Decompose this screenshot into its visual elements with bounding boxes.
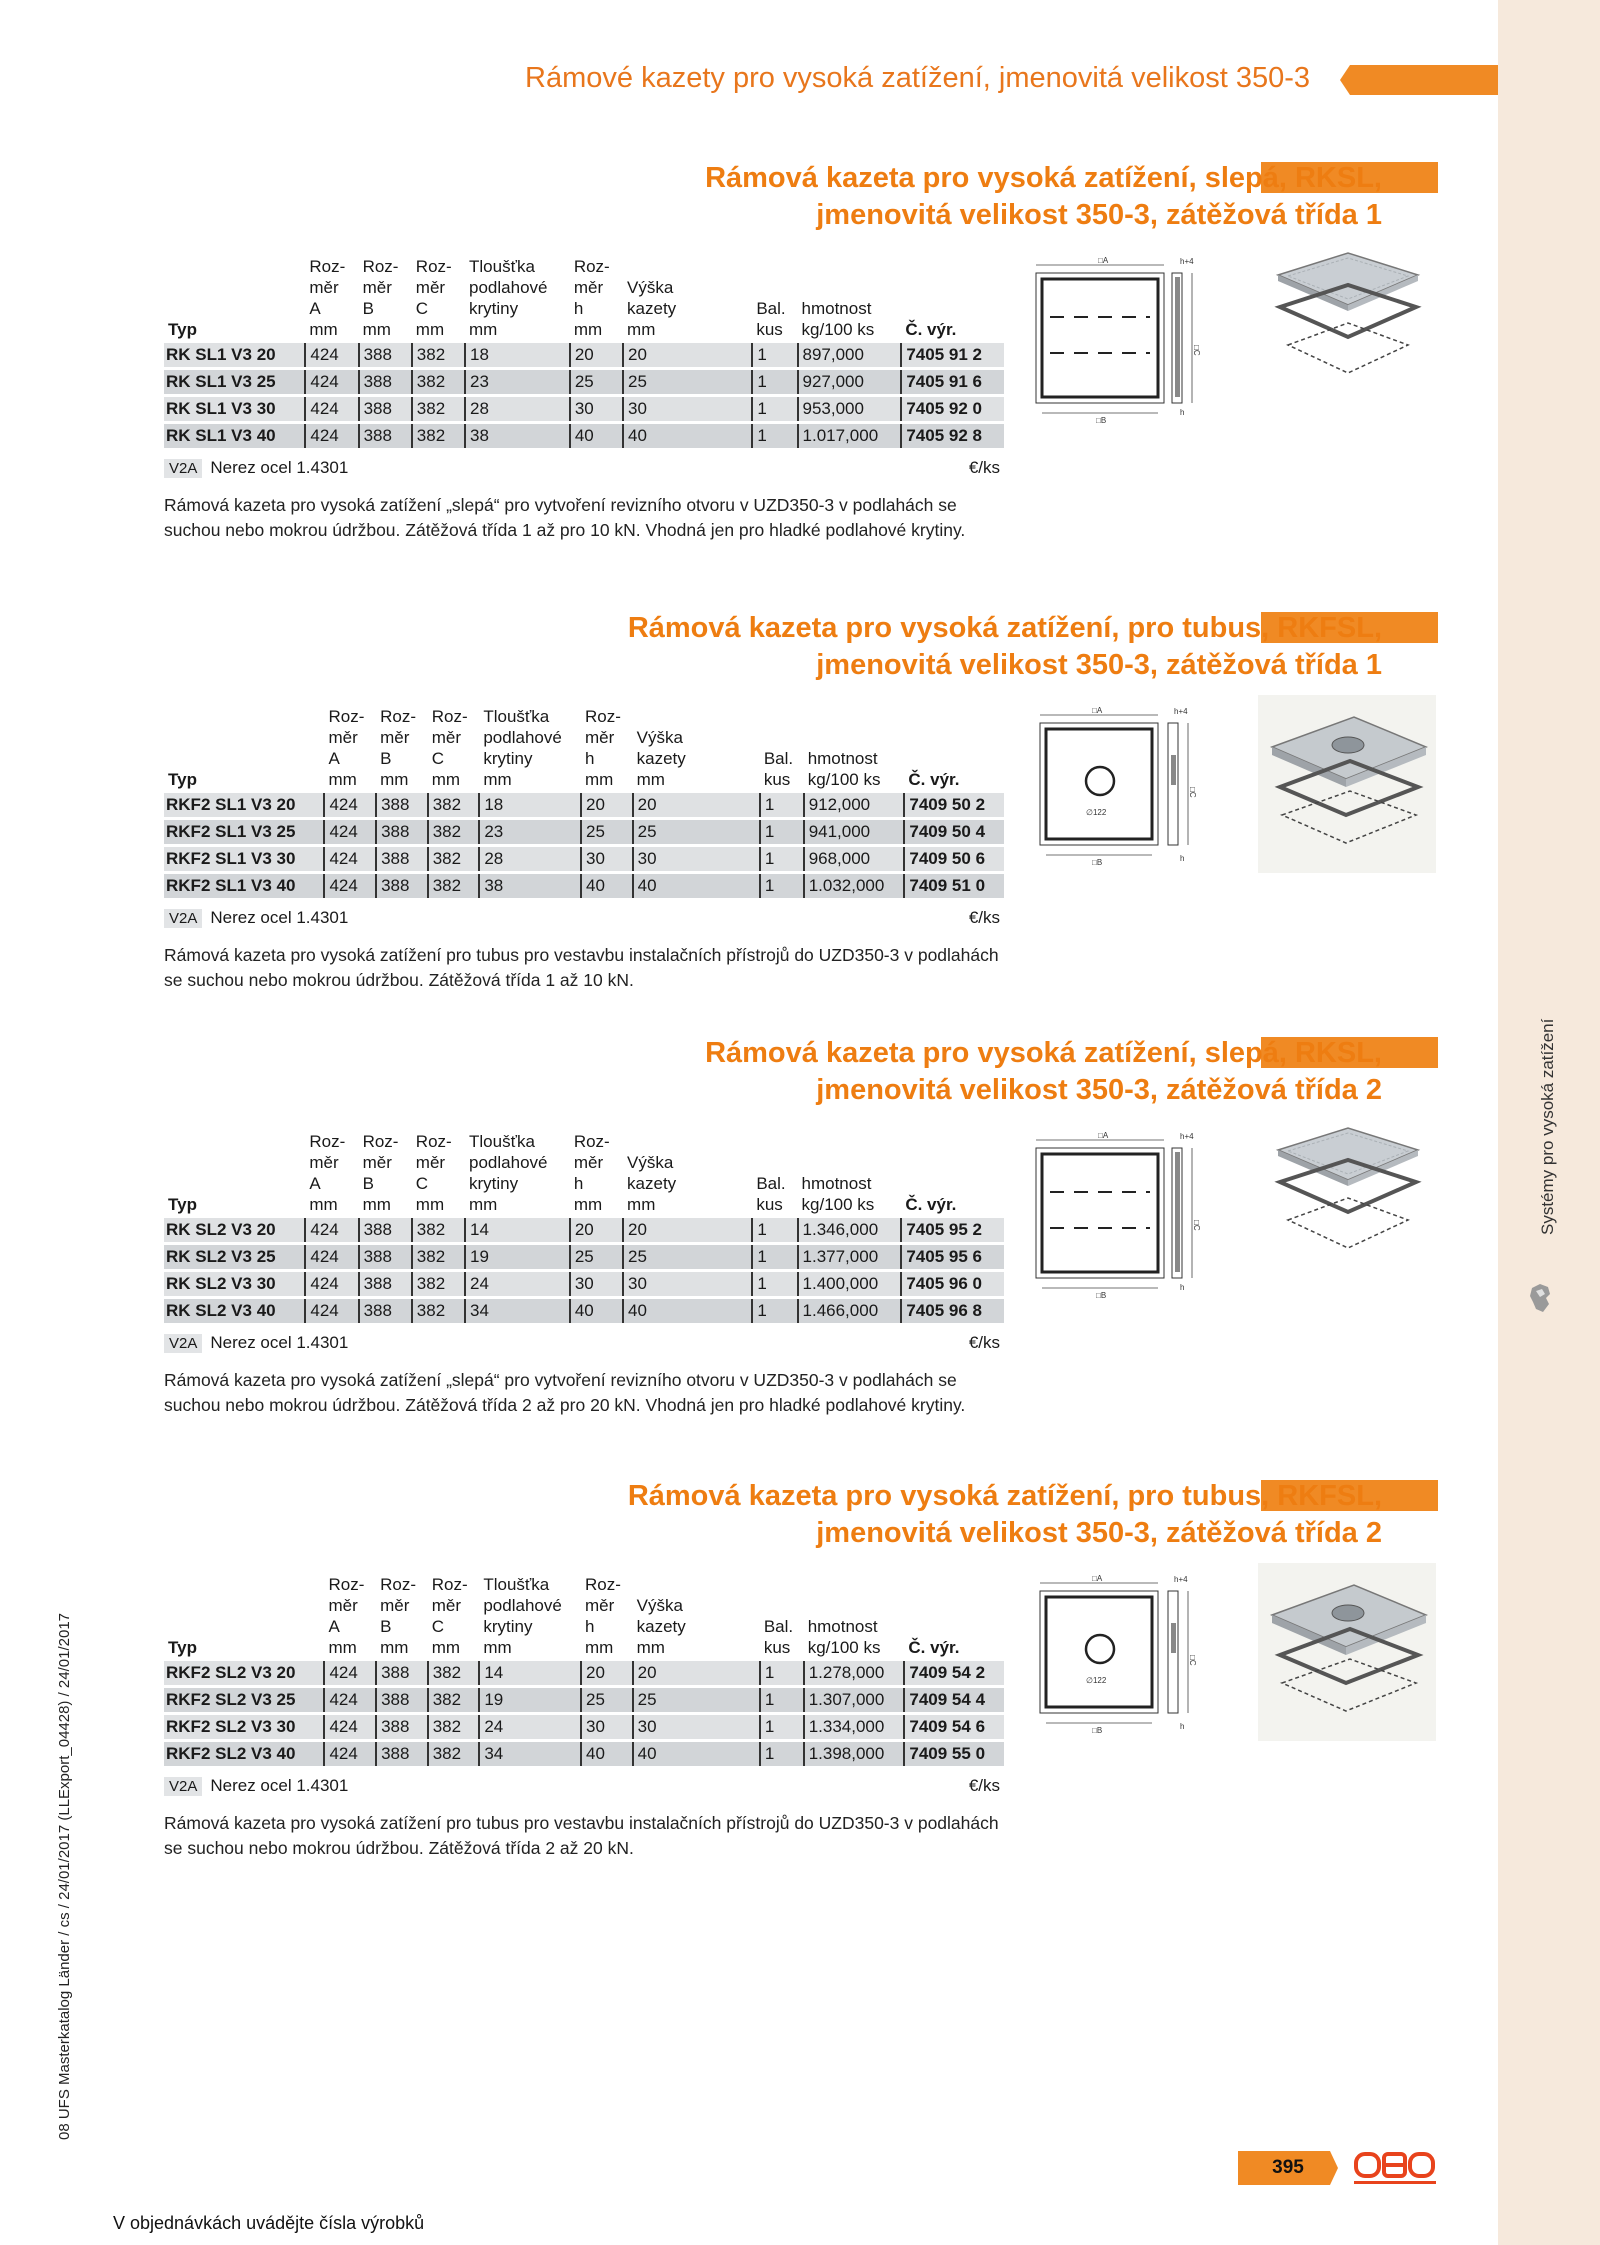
col-weight: hmotnost kg/100 ks <box>801 1174 875 1214</box>
technical-drawing <box>1030 1130 1210 1300</box>
col-bal: Bal. kus <box>763 749 794 789</box>
table-row: RK SL1 V3 25 424 388 382 23 25 25 1 927,000 7405 91 6 <box>164 369 1004 396</box>
product-description: Rámová kazeta pro vysoká zatížení pro tubus pro vestavbu instalačních přístrojů do UZD350-3 v podlahách se suchou nebo mokrou údržbou. Zátěžová třída 1 až 10 kN. <box>164 945 999 990</box>
svg-text:□A: □A <box>1092 706 1103 715</box>
section-title: Rámová kazeta pro vysoká zatížení, slepá, RKSL, jmenovitá velikost 350-3, zátěžová třída 2 <box>705 1037 1382 1106</box>
col-weight: hmotnost kg/100 ks <box>807 1617 881 1657</box>
catalog-code: 08 UFS Masterkatalog Länder / cs / 24/01/2017 (LLExport_04428) / 24/01/2017 <box>56 1612 73 2140</box>
technical-drawing <box>1030 705 1210 875</box>
col-b: Roz- měr B mm <box>380 707 416 789</box>
table-row: RKF2 SL1 V3 30 424 388 382 28 30 30 1 968,000 7409 50 6 <box>164 846 1004 873</box>
spec-table <box>164 255 1004 448</box>
col-thickness: Tloušťka podlahové krytiny mm <box>483 1575 562 1657</box>
table-row: RK SL2 V3 30 424 388 382 24 30 30 1 1.400,000 7405 96 0 <box>164 1271 1004 1298</box>
spec-table <box>164 1130 1004 1323</box>
col-c: Roz- měr C mm <box>431 1575 468 1657</box>
svg-text:∅122: ∅122 <box>1086 1676 1107 1685</box>
material-code-badge: V2A <box>164 1334 202 1353</box>
svg-text:h+4: h+4 <box>1180 1132 1194 1141</box>
svg-text:h+4: h+4 <box>1174 1575 1188 1584</box>
page-header: Rámové kazety pro vysoká zatížení, jmenovitá velikost 350-3 <box>525 62 1310 94</box>
col-a: Roz- měr A mm <box>328 707 365 789</box>
col-b: Roz- měr B mm <box>362 257 399 339</box>
price-unit: €/ks <box>968 908 1000 927</box>
col-article: Č. výr. <box>905 1195 957 1214</box>
col-weight: hmotnost kg/100 ks <box>801 299 875 339</box>
page-number: 395 <box>1272 2157 1304 2178</box>
svg-text:∅122: ∅122 <box>1086 808 1107 817</box>
col-thickness: Tloušťka podlahové krytiny mm <box>483 707 562 789</box>
table-row: RKF2 SL2 V3 20 424 388 382 14 20 20 1 1.278,000 7409 54 2 <box>164 1660 1004 1687</box>
material-code-badge: V2A <box>164 909 202 928</box>
svg-text:□C: □C <box>1192 345 1201 356</box>
material-code-badge: V2A <box>164 459 202 478</box>
technical-drawing <box>1030 255 1210 425</box>
col-height: Výška kazety mm <box>627 278 677 339</box>
section-title: Rámová kazeta pro vysoká zatížení, pro tubus, RKFSL, jmenovitá velikost 350-3, zátěžová třída 2 <box>627 1480 1382 1549</box>
svg-text:□B: □B <box>1096 416 1107 425</box>
col-bal: Bal. kus <box>756 299 786 339</box>
svg-text:□C: □C <box>1188 1655 1197 1666</box>
col-thickness: Tloušťka podlahové krytiny mm <box>469 257 548 339</box>
table-row: RK SL2 V3 20 424 388 382 14 20 20 1 1.346,000 7405 95 2 <box>164 1217 1004 1244</box>
col-c: Roz- měr C mm <box>415 257 452 339</box>
product-section-rkfsl-2 <box>160 1478 1500 1878</box>
material-line <box>164 1776 1000 1796</box>
col-typ: Typ <box>168 770 197 789</box>
col-bal: Bal. kus <box>763 1617 794 1657</box>
side-chapter-label: Systémy pro vysoká zatížení <box>1538 1018 1557 1235</box>
svg-text:h: h <box>1180 854 1185 863</box>
product-description: Rámová kazeta pro vysoká zatížení „slepá“ pro vytvoření revizního otvoru v UZD350-3 v podlahách se suchou nebo mokrou údržbou. Zátěžová třída 2 až pro 20 kN. Vhodná jen pro hladké podlahové krytiny. <box>164 1370 966 1415</box>
table-row: RKF2 SL2 V3 40 424 388 382 34 40 40 1 1.398,000 7409 55 0 <box>164 1741 1004 1767</box>
table-row: RK SL2 V3 25 424 388 382 19 25 25 1 1.377,000 7405 95 6 <box>164 1244 1004 1271</box>
product-description: Rámová kazeta pro vysoká zatížení „slepá“ pro vytvoření revizního otvoru v UZD350-3 v podlahách se suchou nebo mokrou údržbou. Zátěžová třída 1 až pro 10 kN. Vhodná jen pro hladké podlahové krytiny. <box>164 495 966 540</box>
price-unit: €/ks <box>968 458 1000 477</box>
price-unit: €/ks <box>968 1776 1000 1795</box>
chapter-icon <box>1528 1282 1554 1314</box>
product-photo <box>1258 1563 1436 1741</box>
col-a: Roz- měr A mm <box>328 1575 365 1657</box>
svg-text:□C: □C <box>1192 1220 1201 1231</box>
col-a: Roz- měr A mm <box>309 257 346 339</box>
product-photo <box>1258 695 1436 873</box>
material-code-badge: V2A <box>164 1777 202 1796</box>
material-text: Nerez ocel 1.4301 <box>210 458 349 477</box>
col-h: Roz- měr h mm <box>585 707 621 789</box>
svg-text:□B: □B <box>1092 858 1103 867</box>
spec-table <box>164 1573 1004 1766</box>
table-row: RKF2 SL1 V3 20 424 388 382 18 20 20 1 912,000 7409 50 2 <box>164 792 1004 819</box>
table-row: RK SL1 V3 30 424 388 382 28 30 30 1 953,000 7405 92 0 <box>164 396 1004 423</box>
material-line <box>164 458 1000 478</box>
table-row: RKF2 SL1 V3 25 424 388 382 23 25 25 1 941,000 7409 50 4 <box>164 819 1004 846</box>
spec-table <box>164 705 1004 898</box>
material-text: Nerez ocel 1.4301 <box>210 1333 349 1352</box>
obo-logo <box>1354 2150 1436 2186</box>
product-photo <box>1258 1120 1436 1298</box>
material-line <box>164 908 1000 928</box>
col-h: Roz- měr h mm <box>573 1132 610 1214</box>
table-row: RK SL2 V3 40 424 388 382 34 40 40 1 1.466,000 7405 96 8 <box>164 1298 1004 1324</box>
col-weight: hmotnost kg/100 ks <box>807 749 881 789</box>
table-row: RK SL1 V3 40 424 388 382 38 40 40 1 1.017,000 7405 92 8 <box>164 423 1004 449</box>
svg-text:□C: □C <box>1188 787 1197 798</box>
col-b: Roz- měr B mm <box>362 1132 399 1214</box>
svg-text:h+4: h+4 <box>1180 257 1194 266</box>
col-article: Č. výr. <box>905 320 957 339</box>
table-row: RKF2 SL1 V3 40 424 388 382 38 40 40 1 1.032,000 7409 51 0 <box>164 873 1004 899</box>
col-b: Roz- měr B mm <box>380 1575 416 1657</box>
header-tab-marker <box>1328 62 1498 98</box>
svg-text:□A: □A <box>1098 256 1109 265</box>
technical-drawing <box>1030 1573 1210 1743</box>
material-text: Nerez ocel 1.4301 <box>210 1776 349 1795</box>
col-bal: Bal. kus <box>756 1174 786 1214</box>
product-section-rksl-1 <box>160 160 1500 560</box>
svg-text:□B: □B <box>1092 1726 1103 1735</box>
col-typ: Typ <box>168 1638 197 1657</box>
product-description: Rámová kazeta pro vysoká zatížení pro tubus pro vestavbu instalačních přístrojů do UZD350-3 v podlahách se suchou nebo mokrou údržbou. Zátěžová třída 2 až 20 kN. <box>164 1813 999 1858</box>
col-thickness: Tloušťka podlahové krytiny mm <box>469 1132 548 1214</box>
svg-text:h: h <box>1180 408 1185 417</box>
price-unit: €/ks <box>968 1333 1000 1352</box>
material-line <box>164 1333 1000 1353</box>
footer-note: V objednávkách uvádějte čísla výrobků <box>113 2213 425 2233</box>
svg-text:h: h <box>1180 1283 1185 1292</box>
col-height: Výška kazety mm <box>627 1153 677 1214</box>
svg-text:□A: □A <box>1098 1131 1109 1140</box>
col-c: Roz- měr C mm <box>415 1132 452 1214</box>
section-title: Rámová kazeta pro vysoká zatížení, pro tubus, RKFSL, jmenovitá velikost 350-3, zátěžová třída 1 <box>627 612 1382 681</box>
product-section-rkfsl-1 <box>160 610 1500 1010</box>
svg-text:□B: □B <box>1096 1291 1107 1300</box>
svg-text:h: h <box>1180 1722 1185 1731</box>
table-row: RKF2 SL2 V3 30 424 388 382 24 30 30 1 1.334,000 7409 54 6 <box>164 1714 1004 1741</box>
product-photo <box>1258 245 1436 423</box>
col-a: Roz- měr A mm <box>309 1132 346 1214</box>
col-typ: Typ <box>168 320 197 339</box>
col-height: Výška kazety mm <box>636 1596 686 1657</box>
product-section-rksl-2 <box>160 1035 1500 1455</box>
svg-text:h+4: h+4 <box>1174 707 1188 716</box>
col-typ: Typ <box>168 1195 197 1214</box>
col-height: Výška kazety mm <box>636 728 686 789</box>
col-h: Roz- měr h mm <box>573 257 610 339</box>
col-article: Č. výr. <box>908 1638 960 1657</box>
svg-text:□A: □A <box>1092 1574 1103 1583</box>
table-row: RK SL1 V3 20 424 388 382 18 20 20 1 897,000 7405 91 2 <box>164 342 1004 369</box>
table-row: RKF2 SL2 V3 25 424 388 382 19 25 25 1 1.307,000 7409 54 4 <box>164 1687 1004 1714</box>
col-h: Roz- měr h mm <box>585 1575 621 1657</box>
section-title: Rámová kazeta pro vysoká zatížení, slepá, RKSL, jmenovitá velikost 350-3, zátěžová třída 1 <box>705 162 1382 231</box>
col-c: Roz- měr C mm <box>431 707 468 789</box>
col-article: Č. výr. <box>908 770 960 789</box>
material-text: Nerez ocel 1.4301 <box>210 908 349 927</box>
